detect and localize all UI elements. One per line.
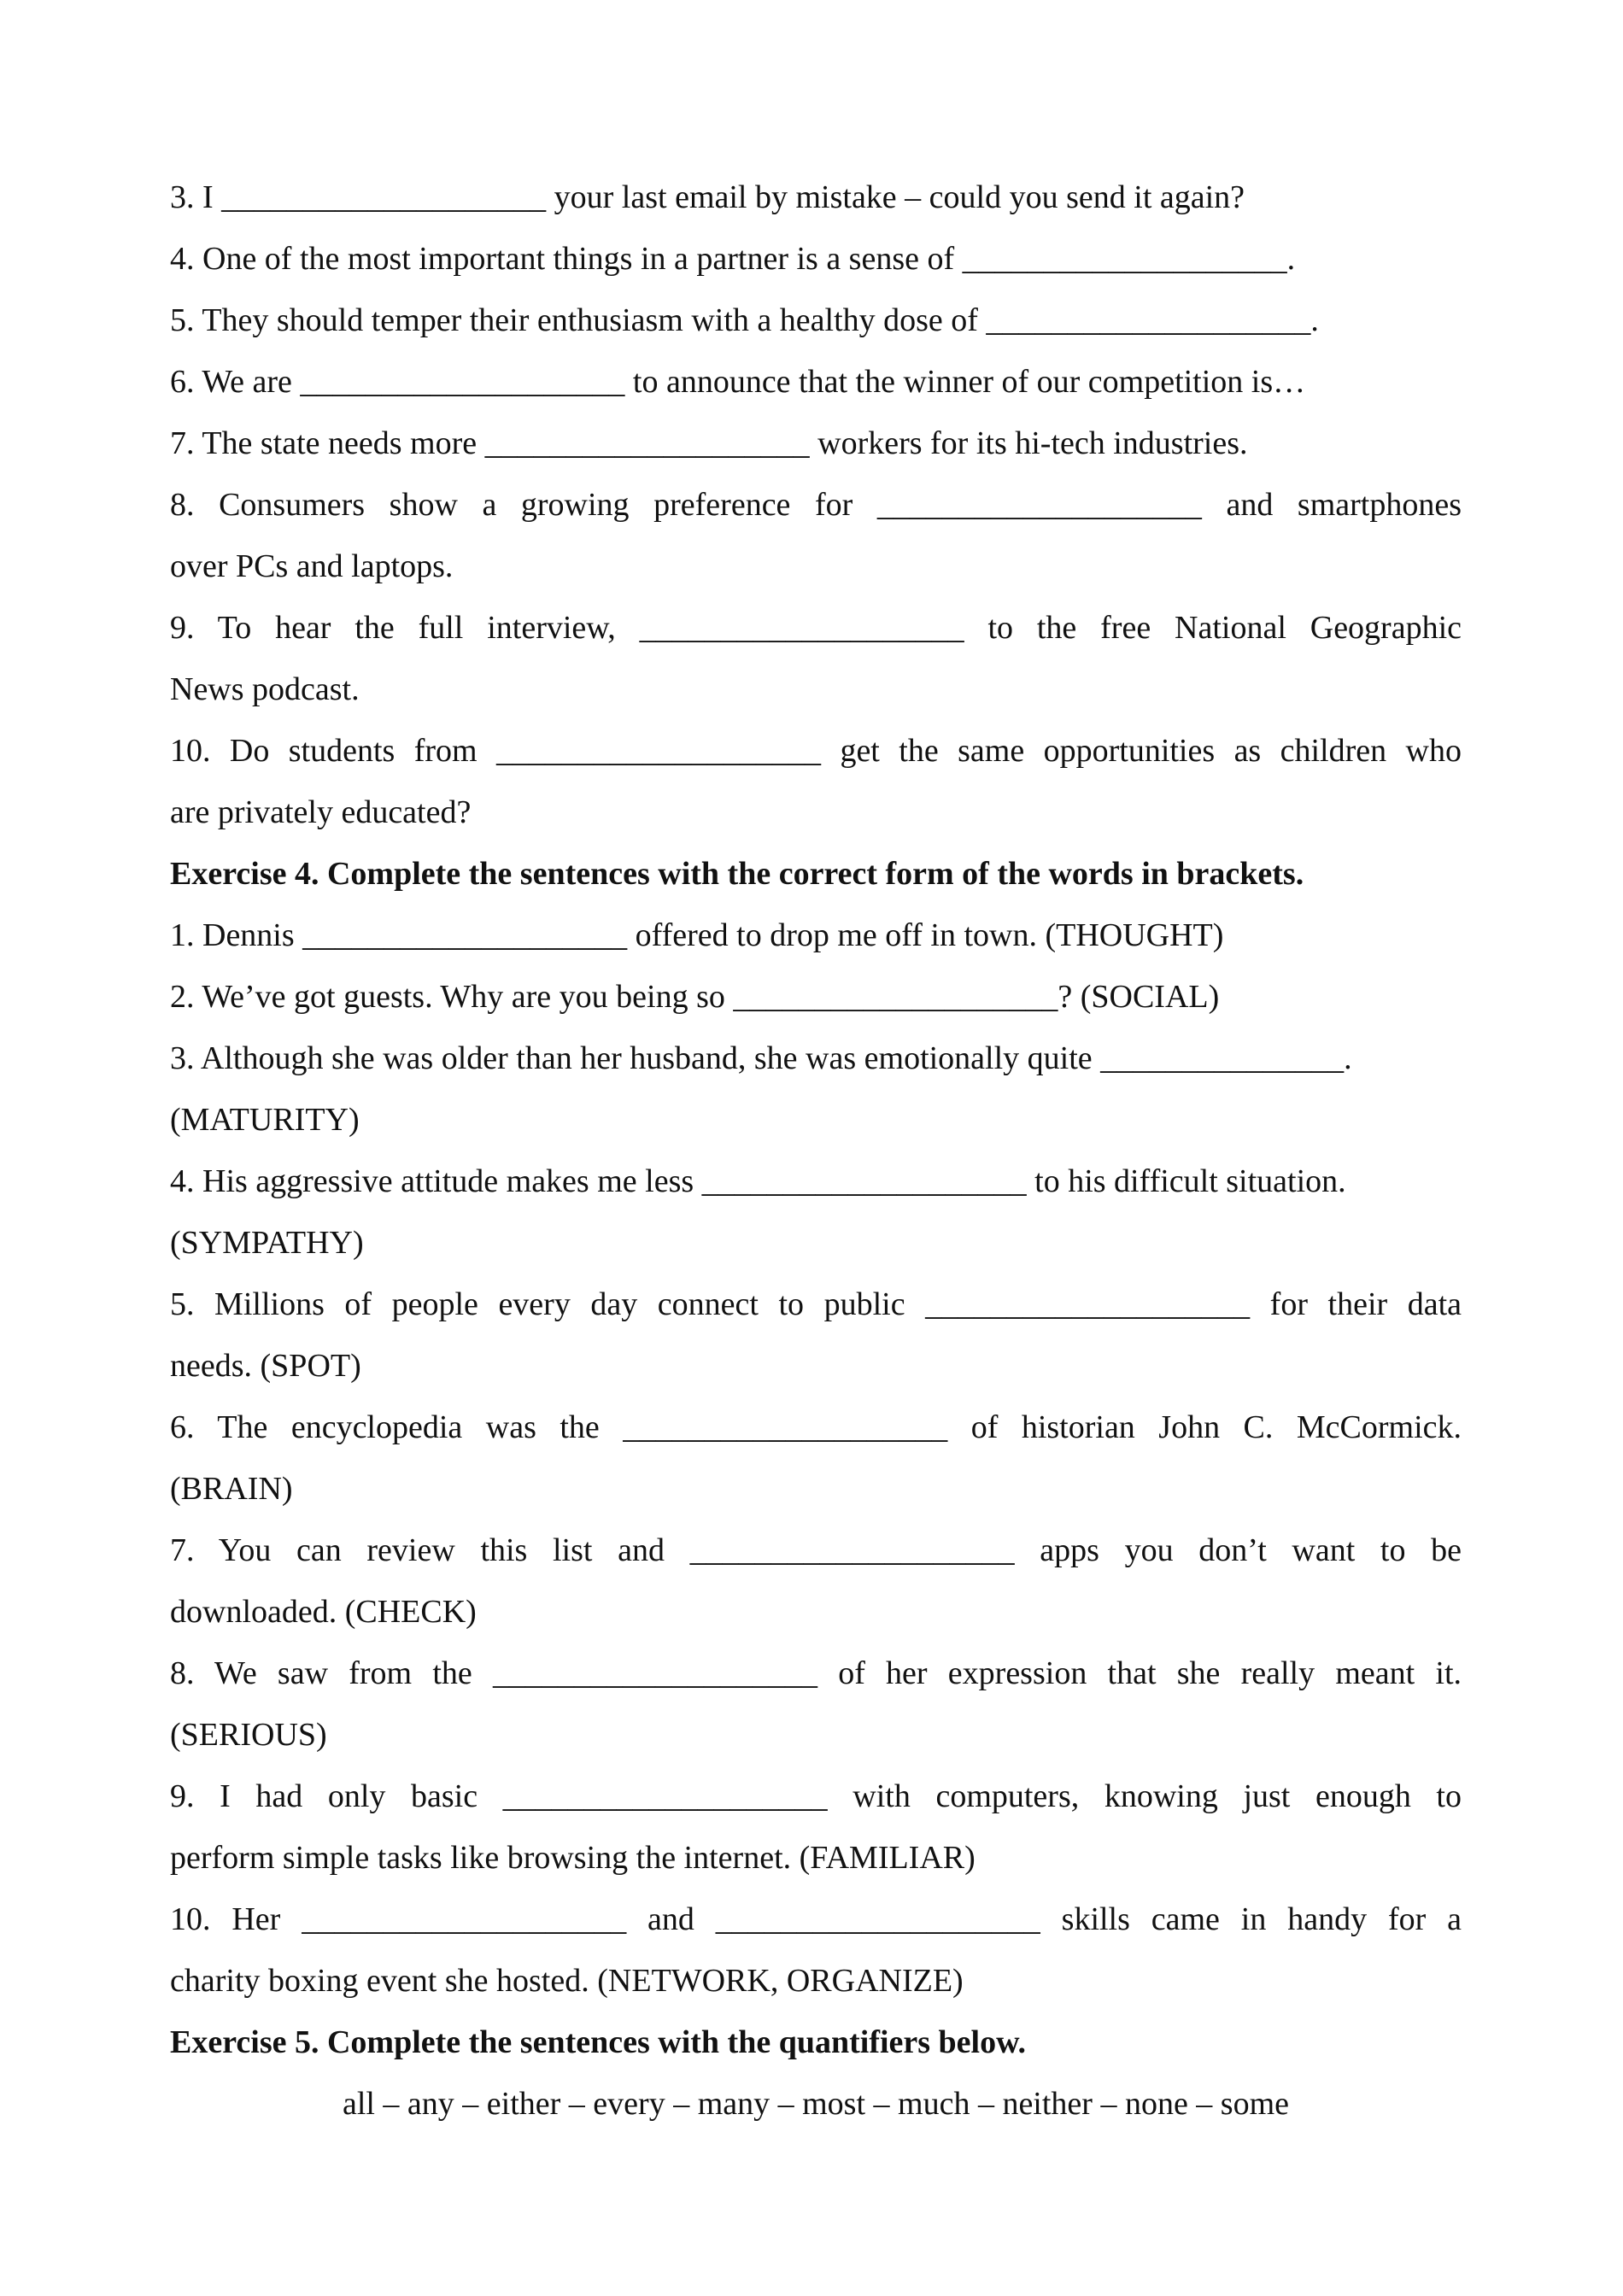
text-line: 8. We saw from the ____________________ of her expression that she really meant it. [170, 1655, 1462, 1691]
text-line: perform simple tasks like browsing the internet. (FAMILIAR) [170, 1840, 976, 1876]
text-line: (BRAIN) [170, 1471, 293, 1507]
text-line: 3. Although she was older than her husband, she was emotionally quite _______________. [170, 1040, 1352, 1076]
text-line: (SYMPATHY) [170, 1225, 364, 1261]
text-line: 3. I ____________________ your last email by mistake – could you send it again? [170, 179, 1245, 215]
text-line: 6. The encyclopedia was the ____________________ of historian John C. McCormick. [170, 1409, 1462, 1445]
text-line: 4. One of the most important things in a partner is a sense of ____________________. [170, 241, 1296, 277]
text-line: 4. His aggressive attitude makes me less ____________________ to his difficult situation. [170, 1163, 1346, 1199]
text-line: 1. Dennis ____________________ offered to drop me off in town. (THOUGHT) [170, 917, 1224, 953]
text-line: 6. We are ____________________ to announce that the winner of our competition is… [170, 364, 1306, 400]
text-line: 5. They should temper their enthusiasm with a healthy dose of ____________________. [170, 302, 1319, 338]
text-line: 2. We’ve got guests. Why are you being so ____________________? (SOCIAL) [170, 979, 1220, 1015]
text-line: 5. Millions of people every day connect to public ____________________ for their data [170, 1286, 1462, 1322]
text-line: 7. You can review this list and ____________________ apps you don’t want to be [170, 1532, 1462, 1568]
text-line: News podcast. [170, 671, 360, 707]
exercise-heading: Exercise 4. Complete the sentences with the correct form of the words in brackets. [170, 856, 1304, 892]
worksheet-page [170, 167, 1462, 2135]
quantifier-word-list: all – any – either – every – many – most – much – neither – none – some [342, 2086, 1290, 2122]
exercise-heading: Exercise 5. Complete the sentences with the quantifiers below. [170, 2024, 1026, 2060]
text-line: charity boxing event she hosted. (NETWORK, ORGANIZE) [170, 1963, 964, 1999]
text-line: 9. I had only basic ____________________ with computers, knowing just enough to [170, 1778, 1462, 1814]
text-line: over PCs and laptops. [170, 548, 454, 584]
text-line: 9. To hear the full interview, ____________________ to the free National Geographic [170, 610, 1462, 646]
text-line: 8. Consumers show a growing preference for ____________________ and smartphones [170, 487, 1462, 523]
text-line: downloaded. (CHECK) [170, 1594, 477, 1630]
text-line: are privately educated? [170, 794, 472, 830]
text-line: needs. (SPOT) [170, 1348, 361, 1384]
text-line: 10. Her ____________________ and ____________________ skills came in handy for a [170, 1901, 1462, 1937]
text-line: (MATURITY) [170, 1102, 360, 1138]
text-line: 10. Do students from ____________________ get the same opportunities as children who [170, 733, 1462, 769]
text-line: 7. The state needs more ____________________ workers for its hi-tech industries. [170, 425, 1248, 461]
text-line: (SERIOUS) [170, 1717, 327, 1753]
